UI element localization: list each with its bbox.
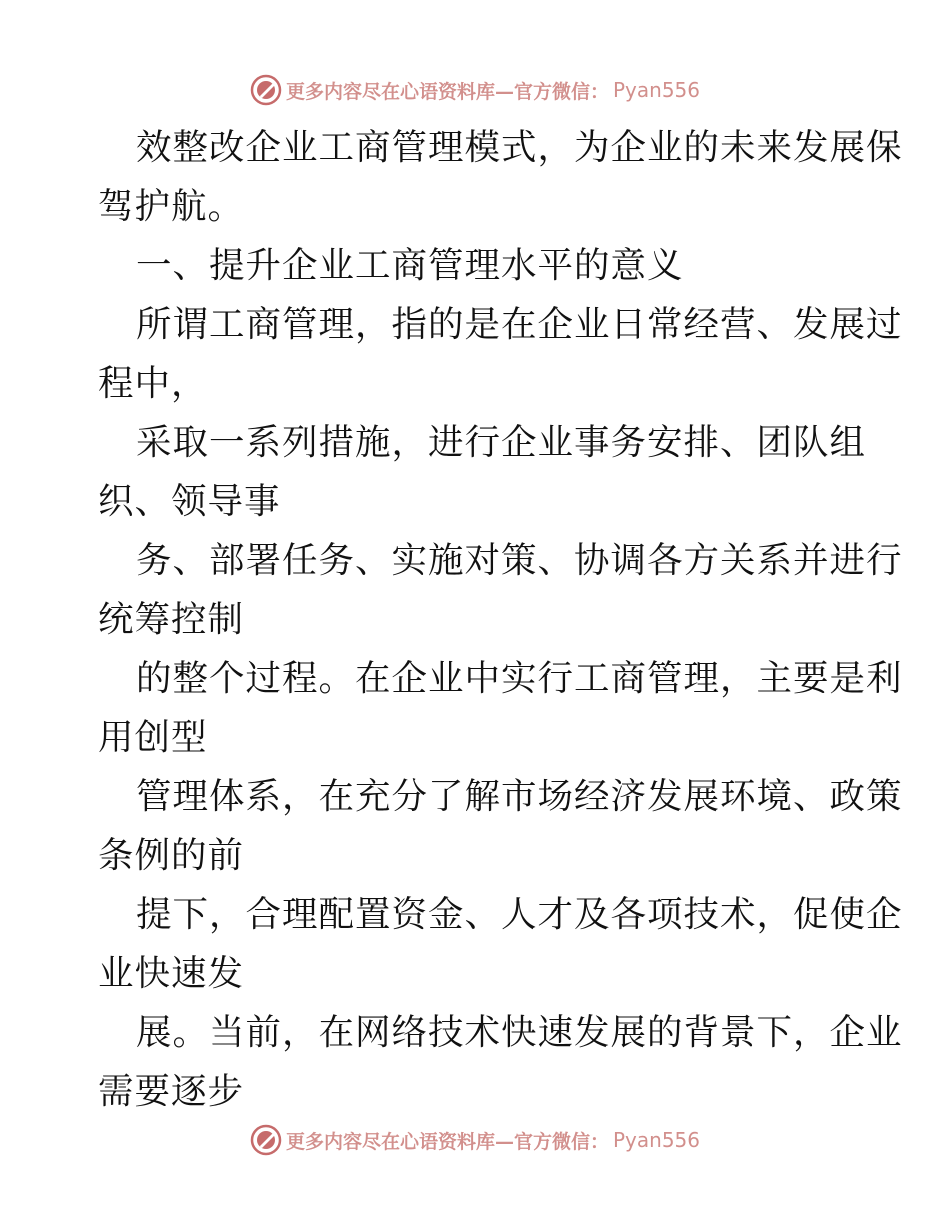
body-line: 效整改企业工商管理模式，为企业的未来发展保 bbox=[136, 127, 903, 168]
body-line: 需要逐步 bbox=[98, 1071, 245, 1112]
document-body bbox=[98, 118, 903, 1121]
body-line: 用创型 bbox=[98, 717, 208, 758]
body-line: 驾护航。 bbox=[98, 186, 245, 227]
page-header-watermark bbox=[0, 70, 950, 110]
section-heading: 一、提升企业工商管理水平的意义 bbox=[136, 245, 684, 286]
body-line: 业快速发 bbox=[98, 953, 245, 994]
body-line: 务、部署任务、实施对策、协调各方关系并进行 bbox=[136, 540, 903, 581]
watermark-account: Pyan556 bbox=[613, 1128, 701, 1152]
watermark-account: Pyan556 bbox=[613, 78, 701, 102]
body-line: 条例的前 bbox=[98, 835, 245, 876]
body-line: 的整个过程。在企业中实行工商管理，主要是利 bbox=[136, 658, 903, 699]
body-line: 采取一系列措施，进行企业事务安排、团队组 bbox=[136, 422, 867, 463]
pen-logo-icon bbox=[250, 1124, 282, 1156]
pen-logo-icon bbox=[250, 74, 282, 106]
body-line: 提下，合理配置资金、人才及各项技术，促使企 bbox=[136, 894, 903, 935]
body-line: 展。当前，在网络技术快速发展的背景下，企业 bbox=[136, 1012, 903, 1053]
body-line: 程中， bbox=[98, 363, 208, 404]
body-line: 所谓工商管理，指的是在企业日常经营、发展过 bbox=[136, 304, 903, 345]
body-line: 织、领导事 bbox=[98, 481, 281, 522]
body-line: 统筹控制 bbox=[98, 599, 245, 640]
page-footer-watermark bbox=[0, 1120, 950, 1160]
watermark-text: 更多内容尽在心语资料库—官方微信： bbox=[285, 80, 609, 103]
watermark-text: 更多内容尽在心语资料库—官方微信： bbox=[285, 1130, 609, 1153]
watermark bbox=[250, 1124, 700, 1156]
body-line: 管理体系，在充分了解市场经济发展环境、政策 bbox=[136, 776, 903, 817]
watermark bbox=[250, 74, 700, 106]
